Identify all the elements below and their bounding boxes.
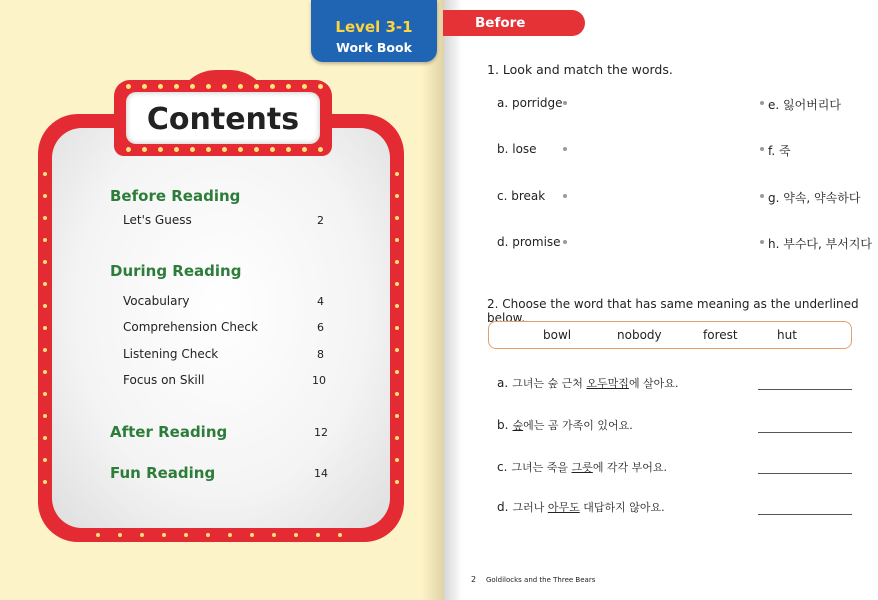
underlined-word: 오두막집 xyxy=(586,377,629,390)
toc-page-number: 8 xyxy=(317,348,324,361)
marquee-light xyxy=(43,304,47,308)
answer-blank[interactable] xyxy=(758,473,852,474)
marquee-light xyxy=(184,533,188,537)
sentence-a: a. 그녀는 숲 근처 오두막집에 살아요. xyxy=(497,376,679,390)
match-dot-right[interactable] xyxy=(760,147,764,151)
sign-light xyxy=(158,84,163,89)
sign-light xyxy=(318,84,323,89)
marquee-light xyxy=(43,282,47,286)
marquee-light xyxy=(294,533,298,537)
marquee-light xyxy=(395,392,399,396)
sentence-b: b. 숲에는 곰 가족이 있어요. xyxy=(497,418,633,432)
sign-light xyxy=(174,147,179,152)
marquee-light xyxy=(43,458,47,462)
toc-item-vocabulary[interactable]: Vocabulary xyxy=(123,294,190,308)
marquee-light xyxy=(43,172,47,176)
sign-light xyxy=(286,147,291,152)
word-bank-item: nobody xyxy=(617,328,662,342)
match-dot-left[interactable] xyxy=(563,240,567,244)
sign-light xyxy=(142,147,147,152)
sign-light xyxy=(222,147,227,152)
marquee-light xyxy=(316,533,320,537)
word-bank-item: hut xyxy=(777,328,797,342)
match-word-right: f. 죽 xyxy=(768,144,791,158)
toc-section-before-reading[interactable]: Before Reading xyxy=(110,187,241,205)
sign-light xyxy=(126,84,131,89)
toc-page-number: 14 xyxy=(314,467,328,480)
match-dot-right[interactable] xyxy=(760,240,764,244)
page-gutter xyxy=(422,0,444,600)
marquee-light xyxy=(395,194,399,198)
marquee-light xyxy=(395,480,399,484)
toc-section-fun-reading[interactable]: Fun Reading xyxy=(110,464,216,482)
marquee-light xyxy=(43,238,47,242)
toc-page-number: 4 xyxy=(317,295,324,308)
answer-blank[interactable] xyxy=(758,514,852,515)
sign-light xyxy=(126,147,131,152)
marquee-light xyxy=(43,436,47,440)
level-label: Level 3-1 xyxy=(335,18,413,36)
toc-item-listening-check[interactable]: Listening Check xyxy=(123,347,219,361)
match-dot-left[interactable] xyxy=(563,147,567,151)
sign-light xyxy=(190,147,195,152)
marquee-light xyxy=(43,194,47,198)
sign-light xyxy=(302,147,307,152)
question-1-title: 1. Look and match the words. xyxy=(487,62,673,77)
toc-item-comprehension-check[interactable]: Comprehension Check xyxy=(123,320,258,334)
sign-light xyxy=(174,84,179,89)
underlined-word: 그릇 xyxy=(571,461,593,474)
match-word-right: h. 부수다, 부서지다 xyxy=(768,237,873,251)
marquee-light xyxy=(96,533,100,537)
sign-light xyxy=(222,84,227,89)
marquee-light xyxy=(395,370,399,374)
sign-board xyxy=(126,92,320,144)
marquee-light xyxy=(43,260,47,264)
sign-light xyxy=(318,147,323,152)
marquee-light xyxy=(395,282,399,286)
section-banner: Before Reading xyxy=(443,10,585,36)
marquee-light xyxy=(395,172,399,176)
match-word-right: g. 약속, 약속하다 xyxy=(768,191,861,205)
marquee-light xyxy=(395,238,399,242)
sentence-d: d. 그러나 아무도 대답하지 않아요. xyxy=(497,500,665,514)
marquee-light xyxy=(43,392,47,396)
footer-book-title: Goldilocks and the Three Bears xyxy=(486,576,596,584)
marquee-light xyxy=(228,533,232,537)
toc-page-number: 2 xyxy=(317,214,324,227)
sign-light xyxy=(286,84,291,89)
sign-light xyxy=(142,84,147,89)
sign-light xyxy=(238,84,243,89)
page-gutter xyxy=(444,0,462,600)
level-tab xyxy=(311,0,437,62)
word-bank-item: bowl xyxy=(543,328,572,342)
match-word-right: e. 잃어버리다 xyxy=(768,98,841,112)
toc-section-after-reading[interactable]: After Reading xyxy=(110,423,228,441)
marquee-light xyxy=(250,533,254,537)
marquee-light xyxy=(43,480,47,484)
marquee-light xyxy=(162,533,166,537)
match-dot-right[interactable] xyxy=(760,101,764,105)
marquee-light xyxy=(118,533,122,537)
toc-section-during-reading[interactable]: During Reading xyxy=(110,262,242,280)
marquee-light xyxy=(395,436,399,440)
marquee-light xyxy=(395,326,399,330)
marquee-light xyxy=(395,348,399,352)
marquee-light xyxy=(272,533,276,537)
sign-light xyxy=(206,84,211,89)
toc-item-lets-guess[interactable]: Let's Guess xyxy=(123,213,192,227)
match-dot-right[interactable] xyxy=(760,194,764,198)
sign-light xyxy=(238,147,243,152)
marquee-light xyxy=(206,533,210,537)
answer-blank[interactable] xyxy=(758,432,852,433)
marquee-light xyxy=(338,533,342,537)
marquee-light xyxy=(43,370,47,374)
marquee-light xyxy=(395,458,399,462)
answer-blank[interactable] xyxy=(758,389,852,390)
sign-light xyxy=(158,147,163,152)
toc-item-focus-on-skill[interactable]: Focus on Skill xyxy=(123,373,205,387)
marquee-light xyxy=(395,304,399,308)
question-2-title: 2. Choose the word that has same meaning as the underlined below. xyxy=(487,297,859,325)
contents-title: Contents xyxy=(146,102,300,137)
sign-light xyxy=(190,84,195,89)
sentence-c: c. 그녀는 죽을 그릇에 각각 부어요. xyxy=(497,460,668,474)
marquee-light xyxy=(140,533,144,537)
toc-page-number: 12 xyxy=(314,426,328,439)
toc-page-number: 6 xyxy=(317,321,324,334)
match-word-left: b. lose xyxy=(497,142,537,156)
underlined-word: 아무도 xyxy=(547,501,580,514)
marquee-light xyxy=(43,348,47,352)
sign-light xyxy=(206,147,211,152)
sign-light xyxy=(270,84,275,89)
underlined-word: 숲 xyxy=(512,419,524,432)
marquee-light xyxy=(43,326,47,330)
word-bank xyxy=(488,321,852,349)
match-word-left: c. break xyxy=(497,189,546,203)
match-word-left: d. promise xyxy=(497,235,561,249)
footer-page-number: 2 xyxy=(471,575,477,584)
toc-page-number: 10 xyxy=(312,374,326,387)
workbook-label: Work Book xyxy=(336,40,412,55)
sign-light xyxy=(254,84,259,89)
sign-light xyxy=(270,147,275,152)
marquee-light xyxy=(43,414,47,418)
marquee-light xyxy=(395,216,399,220)
sign-light xyxy=(254,147,259,152)
match-dot-left[interactable] xyxy=(563,194,567,198)
marquee-light xyxy=(395,414,399,418)
marquee-light xyxy=(395,260,399,264)
word-bank-item: forest xyxy=(703,328,738,342)
match-dot-left[interactable] xyxy=(563,101,567,105)
marquee-light xyxy=(43,216,47,220)
sign-light xyxy=(302,84,307,89)
contents-sign xyxy=(114,80,332,156)
match-word-left: a. porridge xyxy=(497,96,563,110)
